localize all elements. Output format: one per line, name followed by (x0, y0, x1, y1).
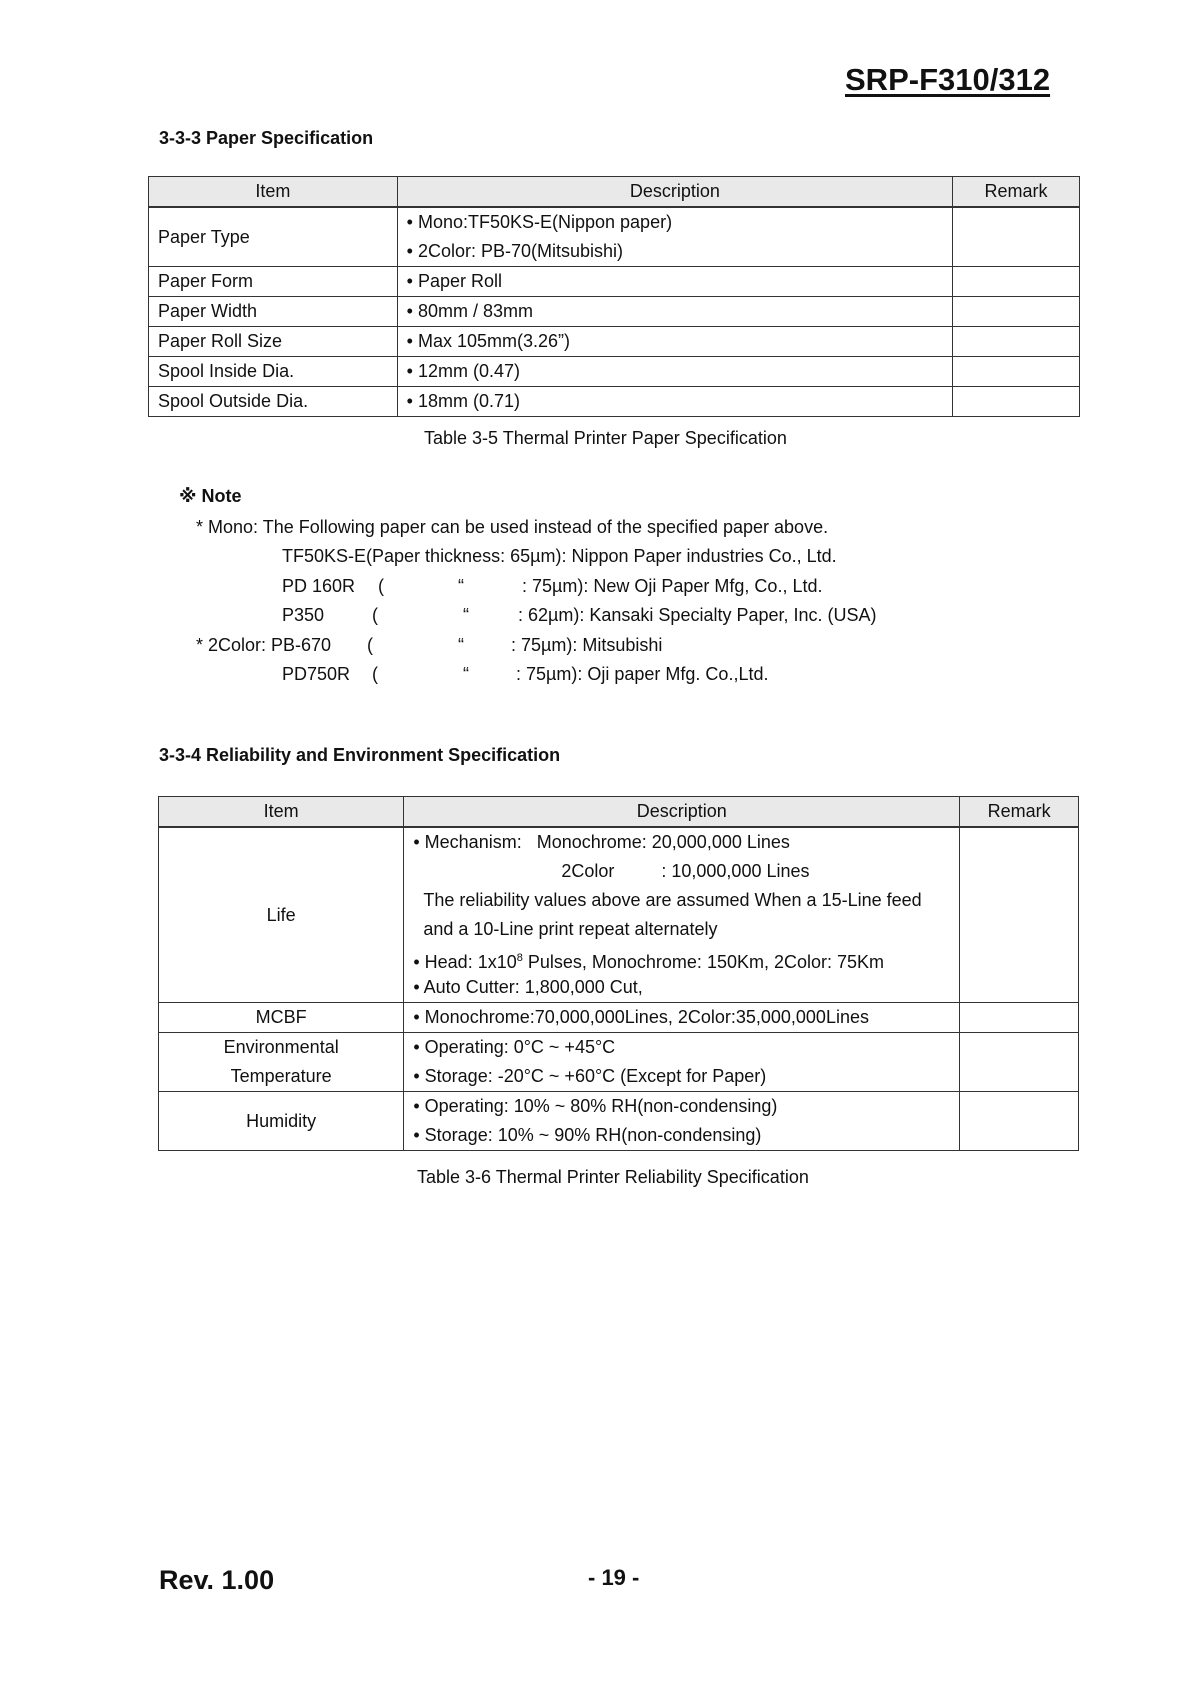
mechanism-2color-value: : 10,000,000 Lines (661, 861, 810, 881)
paper-name: P350 (282, 605, 325, 625)
note-mono-line-2 (0, 576, 1191, 600)
table-row (149, 327, 1080, 357)
remark-cell (960, 1092, 1079, 1151)
remark-cell (953, 207, 1080, 267)
paper-section-title: 3-3-3 Paper Specification (159, 128, 374, 148)
mechanism-mono: Monochrome: 20,000,000 Lines (536, 832, 790, 852)
column-header-remark: Remark (960, 797, 1079, 828)
table-row (159, 1003, 1079, 1033)
ditto-mark: “ (463, 664, 469, 684)
mcbf-item: MCBF (159, 1003, 404, 1033)
note-color-line-2 (0, 664, 1191, 688)
table-row (159, 1092, 1079, 1151)
paper-type-item: Paper Type (149, 207, 398, 267)
paper-form-description: • Paper Roll (397, 267, 952, 297)
paren: ( (372, 605, 378, 625)
item-line: Environmental (223, 1037, 339, 1057)
remark-cell (960, 1033, 1079, 1092)
table-row (149, 207, 1080, 267)
paper-width-description: • 80mm / 83mm (397, 297, 952, 327)
note-color-line-1 (0, 635, 1191, 659)
reliability-spec-table (158, 796, 1079, 1151)
column-header-item: Item (159, 797, 404, 828)
table-row (149, 267, 1080, 297)
description-line (413, 857, 950, 886)
table-header-row (159, 797, 1079, 828)
column-header-remark: Remark (953, 177, 1080, 208)
description-line: • Storage: -20°C ~ +60°C (Except for Paper) (413, 1066, 767, 1086)
table-header-row (149, 177, 1080, 208)
paper-spec: : 75µm): Mitsubishi (511, 635, 663, 655)
life-item: Life (159, 827, 404, 1003)
paper-spec-table (148, 176, 1080, 417)
description-line: and a 10-Line print repeat alternately (423, 919, 718, 939)
spool-outside-item: Spool Outside Dia. (149, 387, 398, 417)
description-line: • Storage: 10% ~ 90% RH(non-condensing) (413, 1125, 762, 1145)
paper-spec: : 75µm): Oji paper Mfg. Co.,Ltd. (516, 664, 769, 684)
note-mono-line-3 (0, 605, 1191, 629)
remark-cell (960, 827, 1079, 1003)
table-row (149, 297, 1080, 327)
paper-spec: : 75µm): New Oji Paper Mfg, Co., Ltd. (522, 576, 823, 596)
note-mono-line-1: TF50KS-E(Paper thickness: 65µm): Nippon Paper industries Co., Ltd. (282, 546, 837, 566)
table-row (159, 827, 1079, 1003)
description-line: The reliability values above are assumed When a 15-Line feed (423, 890, 922, 910)
description-line: • Operating: 0°C ~ +45°C (413, 1037, 616, 1057)
remark-cell (953, 267, 1080, 297)
ditto-mark: “ (463, 605, 469, 625)
remark-cell (953, 297, 1080, 327)
paper-width-item: Paper Width (149, 297, 398, 327)
page-number: - 19 - (588, 1565, 640, 1590)
note-mono-intro: * Mono: The Following paper can be used instead of the specified paper above. (196, 517, 829, 537)
column-header-description: Description (404, 797, 960, 828)
description-line: • Operating: 10% ~ 80% RH(non-condensing) (413, 1096, 778, 1116)
spool-inside-description: • 12mm (0.47) (397, 357, 952, 387)
remark-cell (953, 387, 1080, 417)
note-title: ※ Note (179, 486, 242, 506)
paper-type-description (397, 207, 952, 267)
paren: ( (367, 635, 373, 655)
column-header-item: Item (149, 177, 398, 208)
env-temp-item (159, 1033, 404, 1092)
paper-form-item: Paper Form (149, 267, 398, 297)
table-row (149, 357, 1080, 387)
head-exponent: 8 (516, 952, 523, 964)
spool-inside-item: Spool Inside Dia. (149, 357, 398, 387)
paper-name: PD750R (282, 664, 351, 684)
description-line: • 2Color: PB-70(Mitsubishi) (406, 241, 624, 261)
revision-label: Rev. 1.00 (159, 1565, 275, 1595)
description-line (413, 828, 950, 857)
paper-name: * 2Color: PB-670 (196, 635, 332, 655)
mcbf-description: • Monochrome:70,000,000Lines, 2Color:35,000,000Lines (404, 1003, 960, 1033)
remark-cell (960, 1003, 1079, 1033)
reliability-section-title: 3-3-4 Reliability and Environment Specification (159, 745, 561, 765)
head-prefix: • Head: 1x10 (413, 952, 517, 972)
description-line (413, 944, 950, 973)
ditto-mark: “ (458, 635, 464, 655)
paper-table-caption: Table 3-5 Thermal Printer Paper Specification (424, 428, 787, 448)
mechanism-2color-label: 2Color (561, 861, 615, 881)
column-header-description: Description (397, 177, 952, 208)
description-line: • Mono:TF50KS-E(Nippon paper) (406, 212, 673, 232)
ditto-mark: “ (458, 576, 464, 596)
paper-name: PD 160R (282, 576, 356, 596)
life-description (404, 827, 960, 1003)
document-model-title: SRP-F310/312 (845, 62, 1051, 97)
spool-outside-description: • 18mm (0.71) (397, 387, 952, 417)
reliability-table-caption: Table 3-6 Thermal Printer Reliability Specification (417, 1167, 809, 1187)
remark-cell (953, 357, 1080, 387)
table-row (159, 1033, 1079, 1092)
paren: ( (372, 664, 378, 684)
paper-roll-size-item: Paper Roll Size (149, 327, 398, 357)
paper-roll-size-description: • Max 105mm(3.26”) (397, 327, 952, 357)
humidity-description (404, 1092, 960, 1151)
mechanism-label: • Mechanism: (413, 832, 522, 852)
paper-spec: : 62µm): Kansaki Specialty Paper, Inc. (USA) (518, 605, 877, 625)
paren: ( (378, 576, 384, 596)
env-temp-description (404, 1033, 960, 1092)
humidity-item: Humidity (159, 1092, 404, 1151)
head-suffix: Pulses, Monochrome: 150Km, 2Color: 75Km (522, 952, 885, 972)
item-line: Temperature (230, 1066, 332, 1086)
table-row (149, 387, 1080, 417)
remark-cell (953, 327, 1080, 357)
description-line: • Auto Cutter: 1,800,000 Cut, (413, 977, 643, 997)
